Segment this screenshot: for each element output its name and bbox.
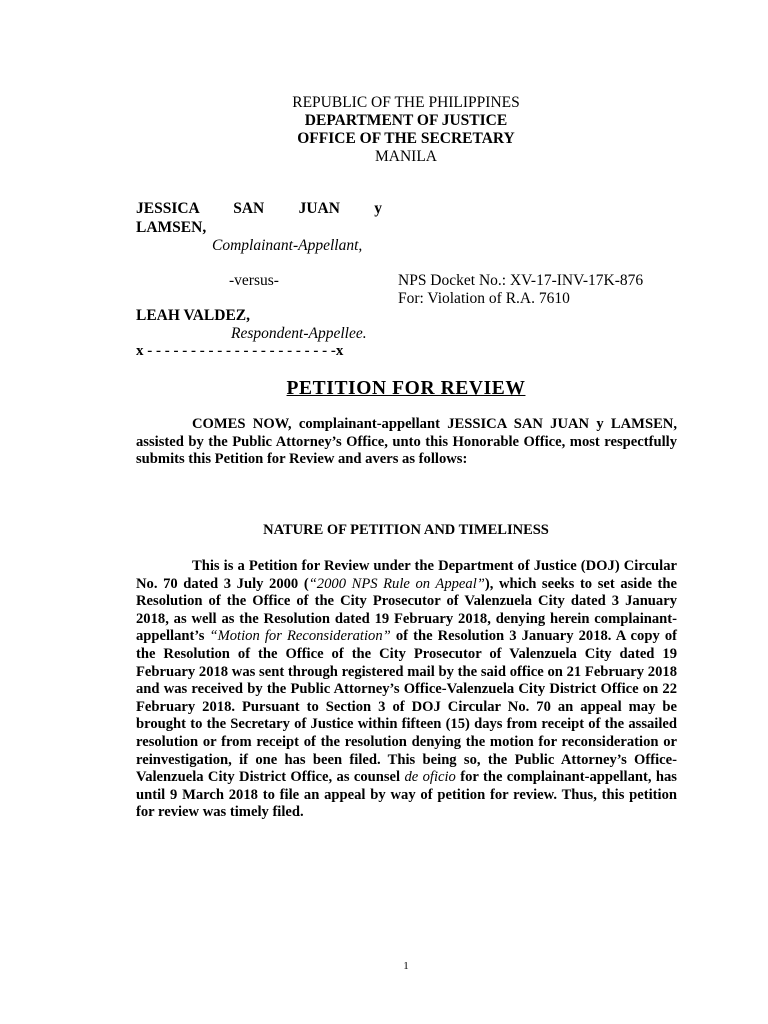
respondent-role: Respondent-Appellee.	[231, 325, 367, 342]
complainant-role: Complainant-Appellant,	[212, 237, 363, 254]
motion-quote: “Motion for Reconsideration”	[209, 628, 391, 645]
document-title: PETITION FOR REVIEW	[286, 378, 526, 399]
intro-name: JESSICA SAN JUAN y LAMSEN	[447, 416, 674, 432]
docket-number: NPS Docket No.: XV-17-INV-17K-876	[398, 272, 644, 289]
rule-quote: “2000 NPS Rule on Appeal”	[308, 575, 485, 592]
header-city: MANILA	[375, 148, 437, 165]
respondent-name: LEAH VALDEZ,	[136, 307, 250, 324]
intro-paragraph	[136, 416, 677, 469]
caption-separator: x - - - - - - - - - - - - - - - - - - - - - -x	[136, 343, 344, 359]
versus-label: -versus-	[229, 272, 279, 289]
section-heading: NATURE OF PETITION AND TIMELINESS	[263, 522, 549, 538]
body-text-1: This is a Petition for Review under the Department of Justice (DOJ) Circular No. 70 dated 3 July 2000 (	[136, 558, 677, 592]
header-department: DEPARTMENT OF JUSTICE	[304, 112, 508, 129]
header-republic: REPUBLIC OF THE PHILIPPINES	[292, 94, 520, 111]
body-text-2: ), which seeks to set aside the Resolution of the Office of the City Prosecutor of Valenzuela City dated 3 January 2018, as well as the Resolution dated 19 February 2018, denying herein complainant-appellant’s	[136, 575, 678, 645]
intro-text2: , assisted by the Public Attorney’s Office, unto this Honorable Office, most respectfully submits this Petition for Review and avers as follows:	[136, 416, 677, 468]
violation-label: For: Violation of R.A. 7610	[398, 290, 570, 307]
body-paragraph	[136, 558, 677, 822]
complainant-name-line1: JESSICA SAN JUAN y	[136, 200, 382, 217]
body-text-4: for the complainant-appellant, has until 9 March 2018 to file an appeal by way of petition for review. Thus, this petition for review was timely filed.	[136, 769, 677, 821]
header-office: OFFICE OF THE SECRETARY	[297, 130, 515, 147]
body-text-3: of the Resolution 3 January 2018. A copy of the Resolution of the Office of the City Prosecutor of Valenzuela City dated 19 February 2018 was sent through registered mail by the said office on 21 February 2018 and was received by the Public Attorney’s Office-Valenzuela City District Office on 22 February 2018. Pursuant to Section 3 of DOJ Circular No. 70 an appeal may be brought to the Secretary of Justice within fifteen (15) days from receipt of the assailed resolution or from receipt of the resolution denying the motion for reconsideration or reinvestigation, if one has been filed. This being so, the Public Attorney’s Office-Valenzuela City District Office, as counsel	[136, 628, 677, 786]
complainant-name-line2: LAMSEN,	[136, 219, 207, 236]
de-oficio-text: de oficio	[404, 769, 456, 786]
page-number: 1	[403, 960, 409, 972]
intro-lead: COMES NOW,	[192, 416, 292, 432]
intro-text1: complainant-appellant	[291, 416, 448, 432]
